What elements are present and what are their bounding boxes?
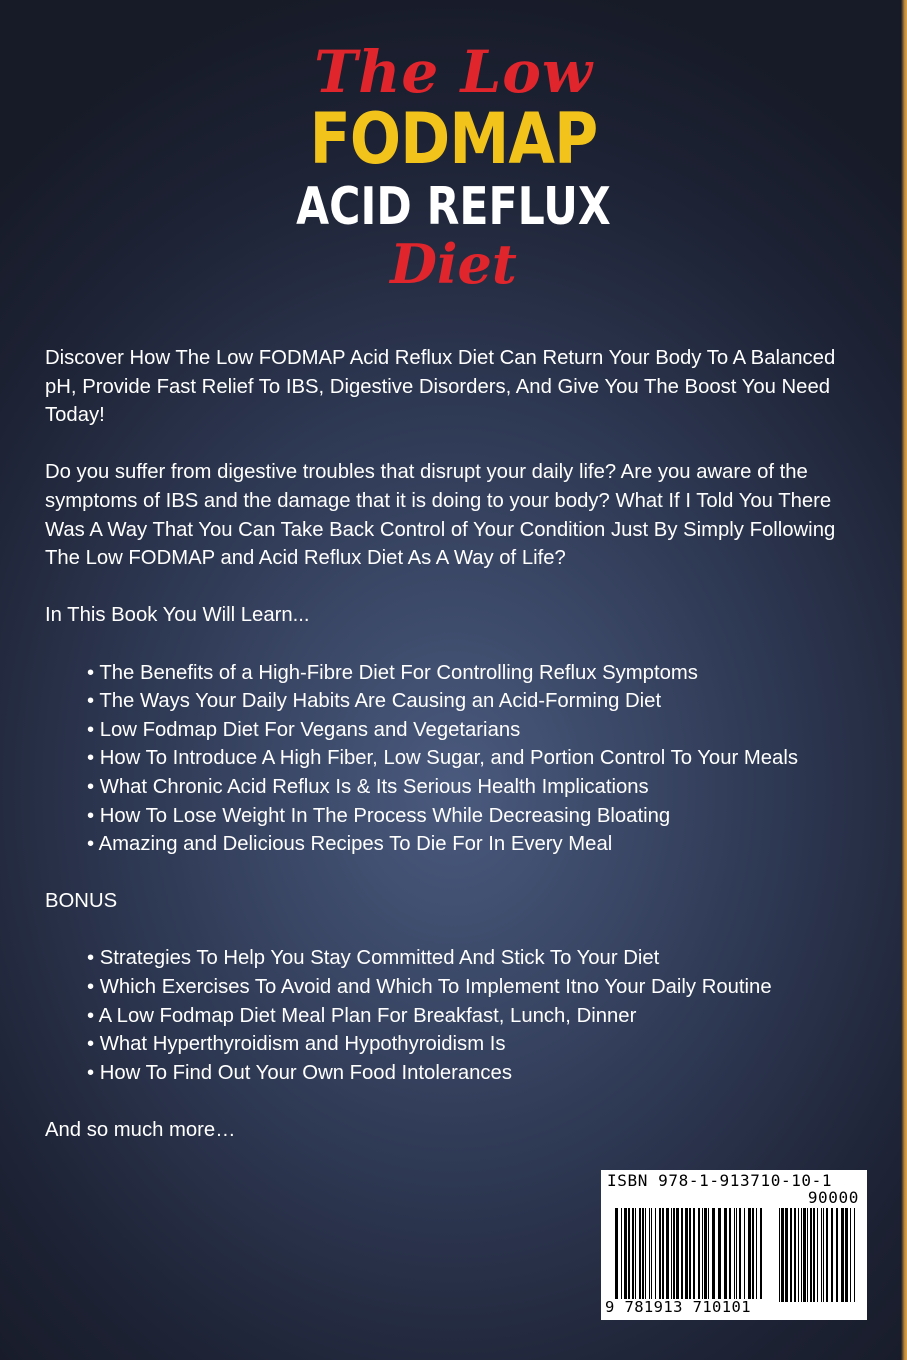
barcode-bar [698, 1208, 700, 1302]
barcode-bar [823, 1208, 824, 1302]
barcode-bar [760, 1208, 762, 1302]
barcode-bar [671, 1208, 672, 1302]
list-item: • Amazing and Delicious Recipes To Die For In Every Meal [87, 833, 613, 856]
barcode-bar [785, 1208, 788, 1302]
barcode-bar [624, 1208, 627, 1302]
title-line-diet: Diet [390, 232, 517, 296]
barcode-bar [752, 1208, 754, 1302]
barcode-bar [724, 1208, 727, 1302]
barcode-bar [615, 1208, 618, 1302]
intro-paragraph: Discover How The Low FODMAP Acid Reflux Diet Can Return Your Body To A Balanced pH, Provide Fast Relief To IBS, Digestive Disorders, And Give You The Boost You Need Today! [45, 347, 836, 427]
list-item: • What Chronic Acid Reflux Is & Its Serious Health Implications [87, 775, 649, 798]
barcode-bar [645, 1208, 646, 1302]
list-item: • A Low Fodmap Diet Meal Plan For Breakfast, Lunch, Dinner [87, 1004, 637, 1027]
barcode-bar [621, 1208, 622, 1302]
barcode-bar [729, 1208, 731, 1302]
barcode-bar [655, 1208, 656, 1302]
title-line-the-low: The Low [314, 38, 593, 106]
list-item: • How To Introduce A High Fiber, Low Sugar, and Portion Control To Your Meals [87, 747, 798, 770]
bonus-heading: BONUS [45, 890, 118, 913]
learn-list [45, 659, 857, 859]
barcode-bar [798, 1208, 799, 1302]
isbn-barcode [601, 1170, 867, 1320]
title-line-fodmap: FODMAP [309, 98, 598, 180]
barcode-bar [801, 1208, 802, 1302]
barcode-bar [651, 1208, 652, 1302]
barcode-bar [790, 1208, 792, 1302]
barcode-bar [826, 1208, 828, 1302]
learn-heading: In This Book You Will Learn... [45, 604, 310, 627]
barcode-bar [831, 1208, 833, 1302]
barcode-bar [841, 1208, 844, 1302]
barcode-bar [642, 1208, 644, 1302]
barcode-bar [666, 1208, 669, 1302]
barcode-bar [836, 1208, 838, 1302]
bonus-list [45, 944, 857, 1087]
book-title [0, 38, 907, 296]
barcode-bar [681, 1208, 683, 1302]
barcode-bars-addon [779, 1208, 859, 1302]
closing-line: And so much more… [45, 1119, 236, 1142]
barcode-bar [689, 1208, 691, 1302]
barcode-bar [810, 1208, 812, 1302]
barcode-bar [676, 1208, 679, 1302]
barcode-bar [850, 1208, 851, 1302]
list-item: • What Hyperthyroidism and Hypothyroidism Is [87, 1033, 506, 1056]
barcode-bar [693, 1208, 695, 1302]
barcode-bar [704, 1208, 707, 1302]
barcode-bar [628, 1208, 630, 1302]
barcode-bar [748, 1208, 751, 1302]
list-item: • Low Fodmap Diet For Vegans and Vegetarians [87, 718, 521, 741]
barcode-bar [807, 1208, 808, 1302]
list-item: • The Benefits of a High-Fibre Diet For Controlling Reflux Symptoms [87, 661, 698, 684]
barcode-bar [712, 1208, 715, 1302]
list-item: • How To Find Out Your Own Food Intolerances [87, 1061, 512, 1084]
barcode-bar [821, 1208, 822, 1302]
barcode-bar [813, 1208, 815, 1302]
barcode-bar [739, 1208, 741, 1302]
barcode-bar [736, 1208, 737, 1302]
barcode-bar [817, 1208, 818, 1302]
barcode-digits: 9 781913 710101 [605, 1299, 769, 1315]
barcode-bar [662, 1208, 664, 1302]
price-code: 90000 [807, 1188, 859, 1207]
barcode-bar [734, 1208, 735, 1302]
barcode-bar [779, 1208, 780, 1302]
barcode-bar [632, 1208, 634, 1302]
isbn-label: ISBN 978-1-913710-10-1 [607, 1171, 833, 1190]
title-line-acid-reflux: ACID REFLUX [296, 177, 611, 237]
barcode-bar [635, 1208, 636, 1302]
barcode-bar [803, 1208, 806, 1302]
list-item: • The Ways Your Daily Habits Are Causing an Acid-Forming Diet [87, 690, 662, 713]
barcode-bar [756, 1208, 757, 1302]
barcode-bar [854, 1208, 855, 1302]
question-paragraph: Do you suffer from digestive troubles that disrupt your daily life? Are you aware of the symptoms of IBS and the damage that it is doing to your body? What If I Told You There Was A Way That You Can Take Back Control of Your Condition Just By Simply Following The Low FODMAP and Acid Reflux Diet As A Way of Life? [45, 461, 836, 570]
barcode-bar [744, 1208, 745, 1302]
barcode-bar [702, 1208, 703, 1302]
barcode-bar [639, 1208, 641, 1302]
back-cover-blurb [45, 344, 857, 1145]
barcode-bar [659, 1208, 661, 1302]
barcode-bar [673, 1208, 675, 1302]
list-item: • Which Exercises To Avoid and Which To Implement Itno Your Daily Routine [87, 976, 772, 999]
barcode-bar [718, 1208, 721, 1302]
barcode-bars-main [615, 1208, 765, 1302]
list-item: • How To Lose Weight In The Process While Decreasing Bloating [87, 804, 671, 827]
list-item: • Strategies To Help You Stay Committed And Stick To Your Diet [87, 947, 660, 970]
barcode-bar [794, 1208, 796, 1302]
barcode-bar [685, 1208, 688, 1302]
barcode-bar [781, 1208, 784, 1302]
barcode-bar [649, 1208, 650, 1302]
barcode-bar [845, 1208, 848, 1302]
barcode-bar [708, 1208, 709, 1302]
